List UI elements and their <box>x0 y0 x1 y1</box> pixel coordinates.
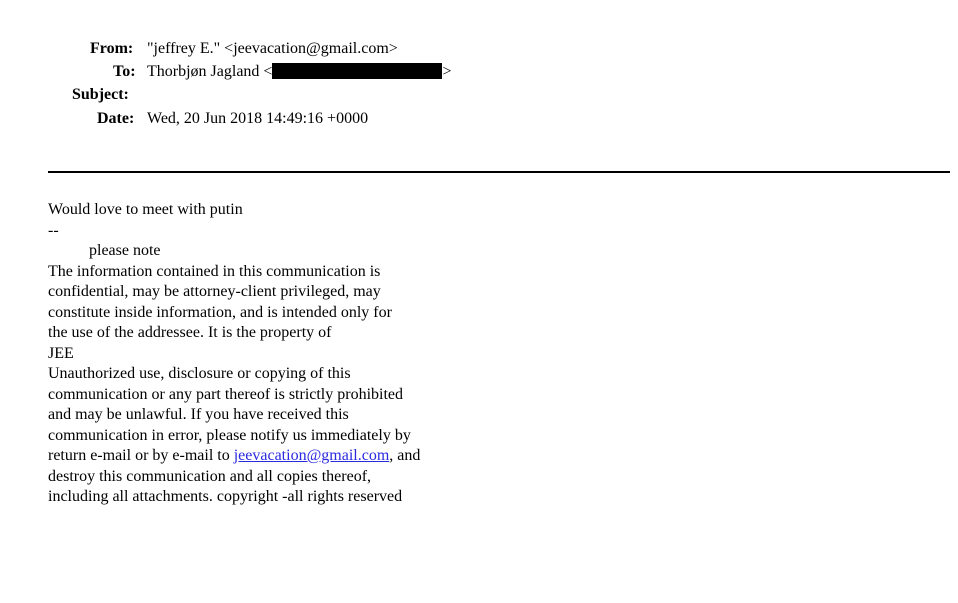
to-value <box>147 61 451 83</box>
from-label: From: <box>90 40 134 57</box>
email-body <box>48 200 528 508</box>
disclaimer-text: return e-mail or by e-mail to <box>48 447 234 464</box>
date-label: Date: <box>97 110 135 127</box>
signature-separator: -- <box>48 221 59 239</box>
email-link[interactable]: jeevacation@gmail.com <box>233 447 390 464</box>
disclaimer-line <box>48 446 528 467</box>
disclaimer-line: the use of the addressee. It is the property of <box>48 324 332 341</box>
body-line: Would love to meet with putin <box>48 201 243 218</box>
disclaimer-line: constitute inside information, and is intended only for <box>48 303 392 321</box>
disclaimer-line: communication in error, please notify us immediately by <box>48 426 411 444</box>
header-divider <box>48 171 950 173</box>
disclaimer-line: and may be unlawful. If you have received this <box>48 406 349 423</box>
disclaimer-line: Unauthorized use, disclosure or copying of this <box>48 365 351 382</box>
disclaimer-line: including all attachments. copyright -all rights reserved <box>48 488 403 505</box>
disclaimer-text: , and <box>389 447 421 464</box>
subject-label: Subject: <box>72 86 129 103</box>
to-label: To: <box>113 63 136 80</box>
to-value-close: > <box>442 63 452 80</box>
disclaimer-line: confidential, may be attorney-client privileged, may <box>48 283 381 300</box>
disclaimer-line: JEE <box>48 344 74 362</box>
disclaimer-line: destroy this communication and all copies thereof, <box>48 467 372 485</box>
to-value-name: Thorbjøn Jagland < <box>147 63 273 80</box>
redaction-block <box>272 63 442 79</box>
from-value: "jeffrey E." <jeevacation@gmail.com> <box>147 40 398 57</box>
disclaimer-heading: please note <box>89 242 161 259</box>
disclaimer-line: communication or any part thereof is strictly prohibited <box>48 385 404 403</box>
disclaimer-line: The information contained in this communication is <box>48 262 381 280</box>
date-value: Wed, 20 Jun 2018 14:49:16 +0000 <box>147 110 369 127</box>
